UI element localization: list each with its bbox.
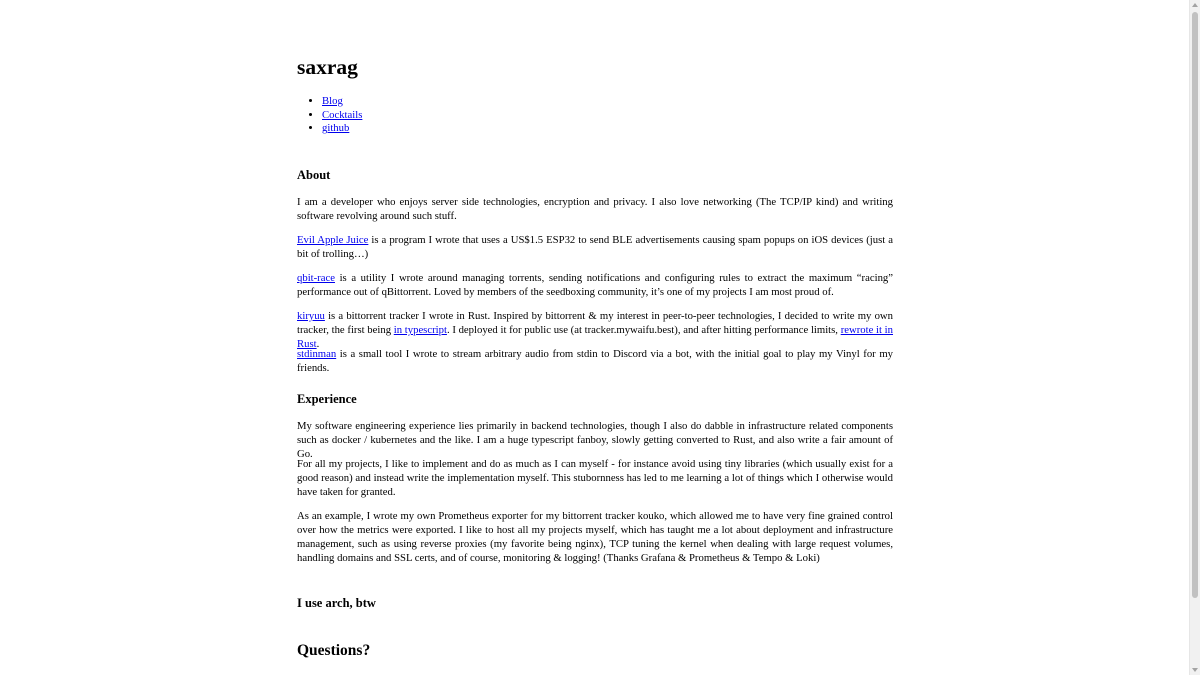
- about-paragraph-stdinman: [297, 347, 893, 375]
- stdinman-link[interactable]: stdinman: [297, 348, 337, 360]
- nav-link-blog[interactable]: Blog: [322, 95, 343, 107]
- nav-item-blog: [322, 95, 362, 109]
- kiryuu-description-c: .: [316, 338, 320, 350]
- kiryuu-description-a: is a bittorrent tracker I wrote in Rust. Inspired by bittorrent & my interest in peer-to-peer technologies, I decided to write my own tracker, the first being: [297, 310, 893, 336]
- questions-heading: Questions?: [297, 642, 371, 659]
- experience-paragraph-1: My software engineering experience lies primarily in backend technologies, though I also do dabble in infrastructure related components such as docker / kubernetes and the like. I am a huge typescript fanboy, slowly getting converted to Rust, and also write a fair amount of Go.: [297, 420, 893, 460]
- qbit-race-link[interactable]: qbit-race: [297, 272, 335, 284]
- experience-paragraph-3: As an example, I wrote my own Prometheus exporter for my bittorrent tracker kouko, which allowed me to have very fine grained control over how the metrics were exported. I like to host all my projects myself, which has taught me a lot about deployment and infrastructure management, such as using reverse proxies (my favorite being nginx), TCP tuning the kernel when dealing with large request volumes, handling domains and SSL certs, and of course, monitoring & logging! (Thanks Grafana & Prometheus & Tempo & Loki): [297, 510, 893, 564]
- scrollbar-thumb[interactable]: [1192, 12, 1198, 598]
- kiryuu-link[interactable]: kiryuu: [297, 310, 325, 322]
- nav-link-cocktails[interactable]: Cocktails: [322, 108, 363, 121]
- scroll-up-arrow-icon[interactable]: [1192, 3, 1198, 7]
- nav-link-github[interactable]: github: [322, 122, 350, 135]
- nav-list: [297, 95, 362, 136]
- vertical-scrollbar[interactable]: [1189, 0, 1200, 675]
- about-paragraph-qbit-race: [297, 271, 893, 299]
- site-title: saxrag: [297, 55, 358, 79]
- nav-item-github: [322, 122, 362, 136]
- about-heading: About: [297, 168, 331, 182]
- qbit-race-description: is a utility I wrote around managing torrents, sending notifications and configuring rules to extract the maximum “racing” performance out of qBittorrent. Loved by members of the seedboxing community, it’s one of my projects I am most proud of.: [297, 272, 893, 298]
- rewrote-in-rust-link[interactable]: rewrote it in Rust: [297, 324, 893, 350]
- kiryuu-description-b: . I deployed it for public use (at tracker.mywaifu.best), and after hitting performance limits,: [446, 324, 841, 336]
- evil-apple-juice-link[interactable]: Evil Apple Juice: [297, 234, 369, 246]
- scroll-down-arrow-icon[interactable]: [1192, 668, 1198, 672]
- about-paragraph-kiryuu: [297, 309, 893, 351]
- about-paragraph-intro: I am a developer who enjoys server side technologies, encryption and privacy. I also love networking (The TCP/IP kind) and writing software revolving around such stuff.: [297, 196, 893, 222]
- experience-heading: Experience: [297, 392, 357, 406]
- about-paragraph-evil-apple-juice: [297, 233, 893, 261]
- nav-item-cocktails: [322, 109, 362, 123]
- experience-paragraph-2: For all my projects, I like to implement and do as much as I can myself - for instance avoid using tiny libraries (which usually exist for a good reason) and instead write the implementation myself. This stubornness has led to me learning a lot of things which I otherwise would have taken for granted.: [297, 458, 893, 498]
- in-typescript-link[interactable]: in typescript: [393, 324, 447, 336]
- stdinman-description: is a small tool I wrote to stream arbitrary audio from stdin to Discord via a bot, with the initial goal to play my Vinyl for my friends.: [297, 348, 893, 374]
- evil-apple-juice-description: is a program I wrote that uses a US$1.5 ESP32 to send BLE advertisements causing spam popups on iOS devices (just a bit of trolling…): [297, 234, 893, 260]
- arch-heading: I use arch, btw: [297, 596, 376, 610]
